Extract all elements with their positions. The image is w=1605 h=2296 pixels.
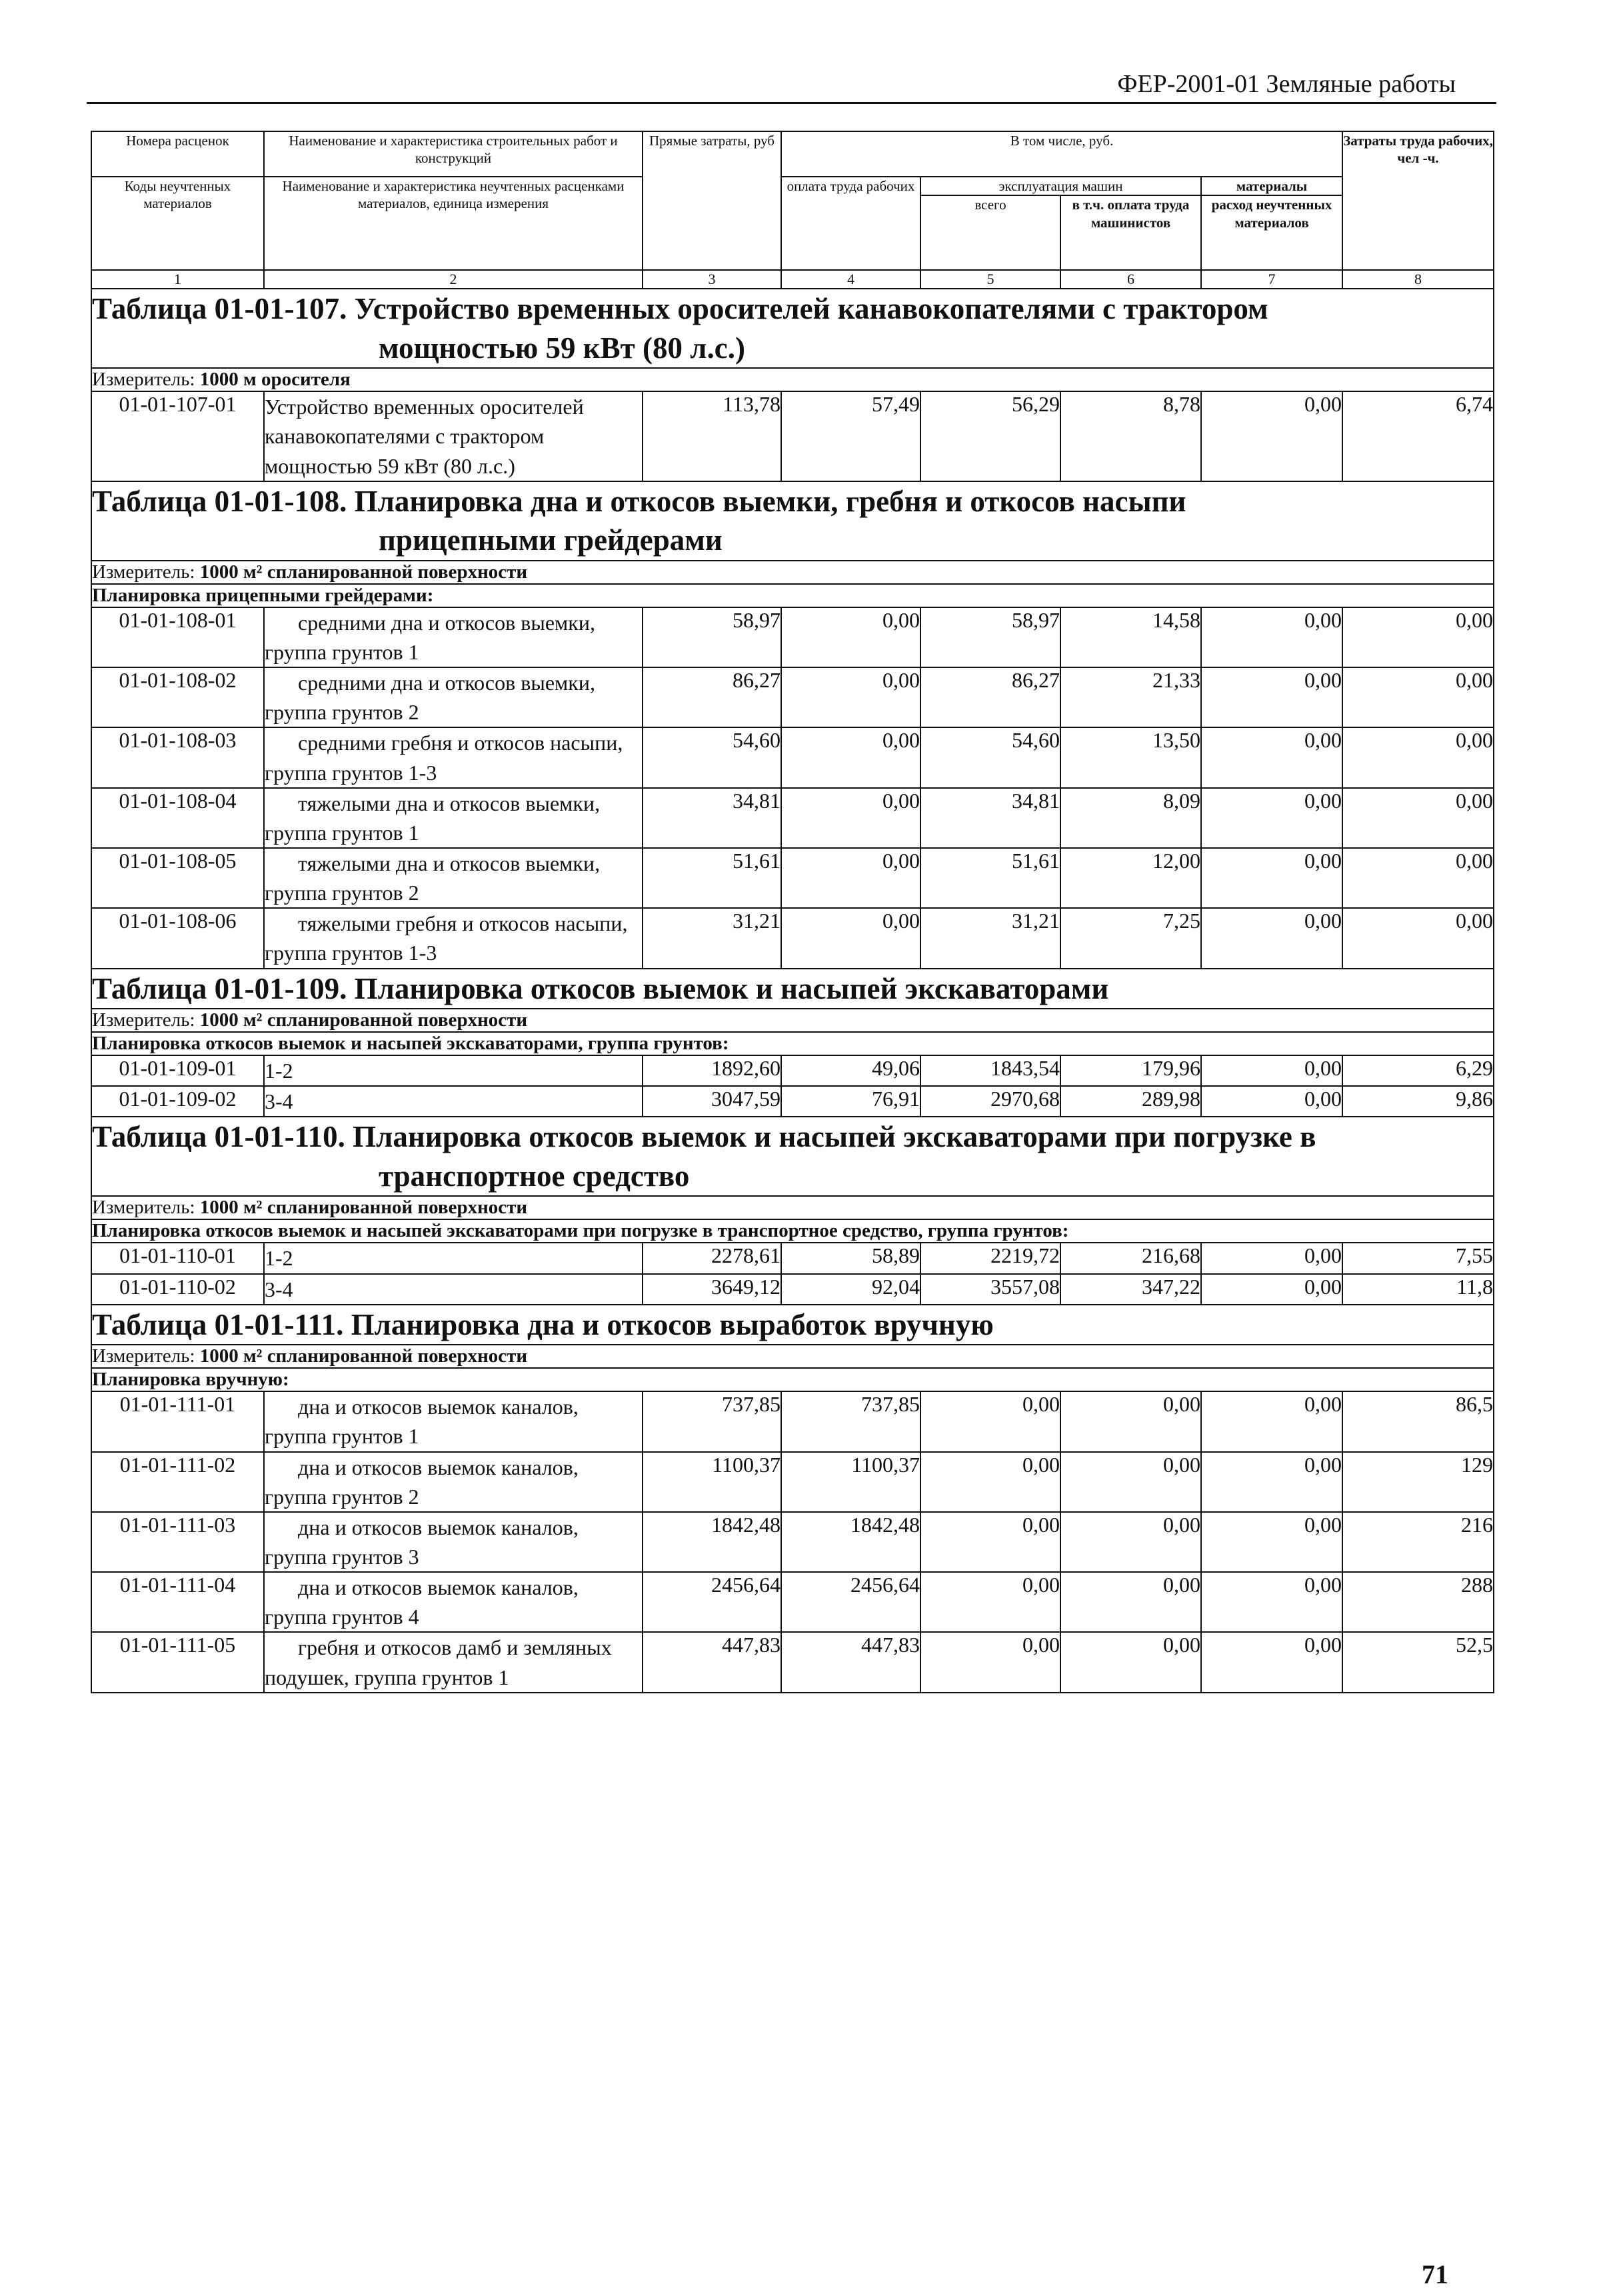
measure-value: 1000 м оросителя [199, 369, 351, 391]
group-subheader-row [91, 1032, 1494, 1055]
rate-code: 01-01-111-02 [91, 1452, 264, 1512]
materials-cost: 0,00 [1201, 1243, 1342, 1273]
labor-hours: 0,00 [1342, 788, 1494, 848]
col-number: 8 [1342, 270, 1494, 289]
measure-unit [91, 368, 1494, 391]
materials-cost: 0,00 [1201, 1274, 1342, 1305]
table-title-text: Таблица 01-01-110. Планировка откосов выемок и насыпей экскаваторами при погрузке в [92, 1120, 1316, 1154]
labor-pay: 0,00 [781, 607, 920, 667]
direct-cost: 86,27 [643, 667, 781, 727]
rate-code: 01-01-111-05 [91, 1632, 264, 1692]
labor-hours: 11,8 [1342, 1274, 1494, 1305]
work-name: дна и откосов выемок каналов, группа грунтов 4 [264, 1572, 643, 1632]
table-row [91, 1274, 1494, 1305]
labor-pay: 2456,64 [781, 1572, 920, 1632]
materials-cost: 0,00 [1201, 1391, 1342, 1451]
labor-hours: 0,00 [1342, 667, 1494, 727]
machine-operators-pay: 12,00 [1060, 848, 1201, 908]
measure-row [91, 1345, 1494, 1368]
table-title-continuation: мощностью 59 кВт (80 л.с.) [379, 331, 745, 365]
labor-hours: 9,86 [1342, 1086, 1494, 1117]
machines-total: 3557,08 [920, 1274, 1060, 1305]
table-row [91, 1452, 1494, 1512]
rate-code: 01-01-108-04 [91, 788, 264, 848]
table-title [91, 1305, 1494, 1345]
table-row [91, 1055, 1494, 1086]
col-machines: эксплуатация машин [920, 177, 1201, 195]
machines-total: 1843,54 [920, 1055, 1060, 1086]
labor-hours: 0,00 [1342, 727, 1494, 787]
rate-code: 01-01-107-01 [91, 391, 264, 481]
measure-row [91, 1196, 1494, 1219]
machine-operators-pay: 8,78 [1060, 391, 1201, 481]
price-table [91, 131, 1494, 1693]
machines-total: 56,29 [920, 391, 1060, 481]
measure-row [91, 1009, 1494, 1032]
measure-value: 1000 м² спланированной поверхности [199, 1197, 528, 1219]
group-subheader-row [91, 1219, 1494, 1243]
labor-hours: 129 [1342, 1452, 1494, 1512]
direct-cost: 2278,61 [643, 1243, 781, 1273]
machines-total: 0,00 [920, 1452, 1060, 1512]
table-title-row [91, 1305, 1494, 1345]
measure-row [91, 368, 1494, 391]
col-name-bottom: Наименование и характеристика неучтенных расценками материалов, единица измерения [264, 177, 643, 270]
materials-cost: 0,00 [1201, 391, 1342, 481]
rate-code: 01-01-108-03 [91, 727, 264, 787]
rate-code: 01-01-108-05 [91, 848, 264, 908]
column-header-row [91, 131, 1494, 177]
measure-unit [91, 1009, 1494, 1032]
column-number-row [91, 270, 1494, 289]
col-machines-total: всего [920, 195, 1060, 270]
table-title-row [91, 289, 1494, 368]
machines-total: 2970,68 [920, 1086, 1060, 1117]
direct-cost: 2456,64 [643, 1572, 781, 1632]
table-row [91, 1572, 1494, 1632]
direct-cost: 113,78 [643, 391, 781, 481]
materials-cost: 0,00 [1201, 908, 1342, 968]
work-name: тяжелыми гребня и откосов насыпи, группа грунтов 1-3 [264, 908, 643, 968]
measure-unit [91, 1345, 1494, 1368]
col-number: 3 [643, 270, 781, 289]
table-row [91, 788, 1494, 848]
table-row [91, 908, 1494, 968]
labor-hours: 216 [1342, 1512, 1494, 1572]
materials-cost: 0,00 [1201, 1452, 1342, 1512]
machine-operators-pay: 0,00 [1060, 1391, 1201, 1451]
table-row [91, 848, 1494, 908]
table-row [91, 607, 1494, 667]
labor-pay: 49,06 [781, 1055, 920, 1086]
group-subheader: Планировка вручную: [91, 1368, 1494, 1391]
direct-cost: 3649,12 [643, 1274, 781, 1305]
measure-value: 1000 м² спланированной поверхности [199, 1009, 528, 1031]
rate-code: 01-01-111-03 [91, 1512, 264, 1572]
labor-pay: 1100,37 [781, 1452, 920, 1512]
measure-unit [91, 561, 1494, 584]
labor-hours: 0,00 [1342, 848, 1494, 908]
measure-label: Измеритель: [92, 561, 195, 583]
machine-operators-pay: 0,00 [1060, 1572, 1201, 1632]
work-name: Устройство временных оросителей канавокопателями с трактором мощностью 59 кВт (80 л.с.) [264, 391, 643, 481]
table-row [91, 1632, 1494, 1692]
materials-cost: 0,00 [1201, 1086, 1342, 1117]
work-name: дна и откосов выемок каналов, группа грунтов 2 [264, 1452, 643, 1512]
labor-pay: 0,00 [781, 788, 920, 848]
machines-total: 34,81 [920, 788, 1060, 848]
table-title [91, 1117, 1494, 1196]
machine-operators-pay: 14,58 [1060, 607, 1201, 667]
labor-pay: 92,04 [781, 1274, 920, 1305]
col-direct: Прямые затраты, руб [643, 131, 781, 270]
machines-total: 2219,72 [920, 1243, 1060, 1273]
col-machines-operators: в т.ч. оплата труда машинистов [1060, 195, 1201, 270]
direct-cost: 34,81 [643, 788, 781, 848]
table-title-row [91, 1117, 1494, 1196]
group-subheader: Планировка откосов выемок и насыпей экскаваторами при погрузке в транспортное средство, группа грунтов: [91, 1219, 1494, 1243]
machines-total: 58,97 [920, 607, 1060, 667]
materials-cost: 0,00 [1201, 1055, 1342, 1086]
group-subheader: Планировка откосов выемок и насыпей экскаваторами, группа грунтов: [91, 1032, 1494, 1055]
machines-total: 54,60 [920, 727, 1060, 787]
table-title [91, 289, 1494, 368]
machines-total: 0,00 [920, 1391, 1060, 1451]
work-name: тяжелыми дна и откосов выемки, группа грунтов 2 [264, 848, 643, 908]
work-name: тяжелыми дна и откосов выемки, группа грунтов 1 [264, 788, 643, 848]
page-number: 71 [1422, 2259, 1448, 2289]
table-row [91, 667, 1494, 727]
machine-operators-pay: 13,50 [1060, 727, 1201, 787]
work-name: средними гребня и откосов насыпи, группа грунтов 1-3 [264, 727, 643, 787]
table-title-text: Таблица 01-01-111. Планировка дна и откосов выработок вручную [92, 1307, 994, 1341]
column-header-row-2 [91, 177, 1494, 195]
table-row [91, 727, 1494, 787]
table-title-row [91, 481, 1494, 561]
group-subheader-row [91, 1368, 1494, 1391]
col-name-top: Наименование и характеристика строительных работ и конструкций [264, 131, 643, 177]
col-code-top: Номера расценок [91, 131, 264, 177]
table-title [91, 481, 1494, 561]
machine-operators-pay: 0,00 [1060, 1452, 1201, 1512]
rate-code: 01-01-109-01 [91, 1055, 264, 1086]
measure-row [91, 561, 1494, 584]
work-name: 1-2 [264, 1243, 643, 1273]
work-name: гребня и откосов дамб и земляных подушек, группа грунтов 1 [264, 1632, 643, 1692]
col-number: 2 [264, 270, 643, 289]
machine-operators-pay: 289,98 [1060, 1086, 1201, 1117]
table-title-text: Таблица 01-01-107. Устройство временных оросителей канавокопателями с трактором [92, 292, 1268, 326]
rate-code: 01-01-108-02 [91, 667, 264, 727]
machine-operators-pay: 216,68 [1060, 1243, 1201, 1273]
rate-code: 01-01-111-04 [91, 1572, 264, 1632]
rate-code: 01-01-110-01 [91, 1243, 264, 1273]
rate-code: 01-01-111-01 [91, 1391, 264, 1451]
materials-cost: 0,00 [1201, 788, 1342, 848]
work-name: 3-4 [264, 1086, 643, 1117]
machine-operators-pay: 8,09 [1060, 788, 1201, 848]
col-labor-pay: оплата труда рабочих [781, 177, 920, 270]
machine-operators-pay: 347,22 [1060, 1274, 1201, 1305]
materials-cost: 0,00 [1201, 1572, 1342, 1632]
direct-cost: 54,60 [643, 727, 781, 787]
labor-pay: 0,00 [781, 667, 920, 727]
col-number: 4 [781, 270, 920, 289]
machine-operators-pay: 0,00 [1060, 1512, 1201, 1572]
materials-cost: 0,00 [1201, 1512, 1342, 1572]
work-name: дна и откосов выемок каналов, группа грунтов 3 [264, 1512, 643, 1572]
machines-total: 0,00 [920, 1512, 1060, 1572]
direct-cost: 51,61 [643, 848, 781, 908]
direct-cost: 58,97 [643, 607, 781, 667]
labor-pay: 0,00 [781, 848, 920, 908]
labor-pay: 58,89 [781, 1243, 920, 1273]
header-rule [87, 102, 1496, 104]
group-subheader-row [91, 584, 1494, 607]
col-materials-unaccounted: расход неучтенных материалов [1201, 195, 1342, 270]
machines-total: 0,00 [920, 1632, 1060, 1692]
col-code-bottom: Коды неучтенных материалов [91, 177, 264, 270]
machine-operators-pay: 7,25 [1060, 908, 1201, 968]
direct-cost: 737,85 [643, 1391, 781, 1451]
labor-pay: 1842,48 [781, 1512, 920, 1572]
direct-cost: 1100,37 [643, 1452, 781, 1512]
table-title-continuation: прицепными грейдерами [379, 523, 723, 557]
materials-cost: 0,00 [1201, 667, 1342, 727]
measure-value: 1000 м² спланированной поверхности [199, 561, 528, 583]
table-title-row [91, 969, 1494, 1009]
labor-hours: 6,74 [1342, 391, 1494, 481]
labor-hours: 0,00 [1342, 908, 1494, 968]
measure-unit [91, 1196, 1494, 1219]
labor-pay: 57,49 [781, 391, 920, 481]
work-name: средними дна и откосов выемки, группа грунтов 1 [264, 607, 643, 667]
machine-operators-pay: 21,33 [1060, 667, 1201, 727]
col-labor-cost: Затраты труда рабочих, чел -ч. [1342, 131, 1494, 270]
table-title [91, 969, 1494, 1009]
work-name: дна и откосов выемок каналов, группа грунтов 1 [264, 1391, 643, 1451]
col-including: В том числе, руб. [781, 131, 1342, 177]
direct-cost: 3047,59 [643, 1086, 781, 1117]
table-title-text: Таблица 01-01-109. Планировка откосов выемок и насыпей экскаваторами [92, 971, 1109, 1005]
table-row [91, 1512, 1494, 1572]
table-title-continuation: транспортное средство [379, 1159, 690, 1193]
col-number: 5 [920, 270, 1060, 289]
col-materials: материалы [1201, 177, 1342, 195]
machines-total: 0,00 [920, 1572, 1060, 1632]
running-header: ФЕР-2001-01 Земляные работы [1117, 70, 1456, 98]
labor-hours: 86,5 [1342, 1391, 1494, 1451]
measure-value: 1000 м² спланированной поверхности [199, 1345, 528, 1367]
measure-label: Измеритель: [92, 1009, 195, 1031]
machine-operators-pay: 0,00 [1060, 1632, 1201, 1692]
work-name: средними дна и откосов выемки, группа грунтов 2 [264, 667, 643, 727]
work-name: 1-2 [264, 1055, 643, 1086]
materials-cost: 0,00 [1201, 727, 1342, 787]
table-row [91, 1086, 1494, 1117]
labor-hours: 52,5 [1342, 1632, 1494, 1692]
rate-code: 01-01-110-02 [91, 1274, 264, 1305]
materials-cost: 0,00 [1201, 848, 1342, 908]
labor-pay: 737,85 [781, 1391, 920, 1451]
measure-label: Измеритель: [92, 1197, 195, 1219]
labor-hours: 0,00 [1342, 607, 1494, 667]
materials-cost: 0,00 [1201, 1632, 1342, 1692]
direct-cost: 447,83 [643, 1632, 781, 1692]
rate-code: 01-01-108-01 [91, 607, 264, 667]
measure-label: Измеритель: [92, 369, 195, 391]
col-number: 7 [1201, 270, 1342, 289]
labor-hours: 6,29 [1342, 1055, 1494, 1086]
labor-hours: 288 [1342, 1572, 1494, 1632]
table-row [91, 1243, 1494, 1273]
table-row [91, 1391, 1494, 1451]
direct-cost: 1892,60 [643, 1055, 781, 1086]
group-subheader: Планировка прицепными грейдерами: [91, 584, 1494, 607]
col-number: 1 [91, 270, 264, 289]
labor-pay: 76,91 [781, 1086, 920, 1117]
machines-total: 51,61 [920, 848, 1060, 908]
direct-cost: 1842,48 [643, 1512, 781, 1572]
machine-operators-pay: 179,96 [1060, 1055, 1201, 1086]
materials-cost: 0,00 [1201, 607, 1342, 667]
labor-pay: 0,00 [781, 908, 920, 968]
machines-total: 86,27 [920, 667, 1060, 727]
labor-pay: 0,00 [781, 727, 920, 787]
direct-cost: 31,21 [643, 908, 781, 968]
table-title-text: Таблица 01-01-108. Планировка дна и откосов выемки, гребня и откосов насыпи [92, 484, 1186, 518]
table-row [91, 391, 1494, 481]
rate-code: 01-01-108-06 [91, 908, 264, 968]
work-name: 3-4 [264, 1274, 643, 1305]
machines-total: 31,21 [920, 908, 1060, 968]
labor-hours: 7,55 [1342, 1243, 1494, 1273]
rate-code: 01-01-109-02 [91, 1086, 264, 1117]
labor-pay: 447,83 [781, 1632, 920, 1692]
col-number: 6 [1060, 270, 1201, 289]
measure-label: Измеритель: [92, 1345, 195, 1367]
